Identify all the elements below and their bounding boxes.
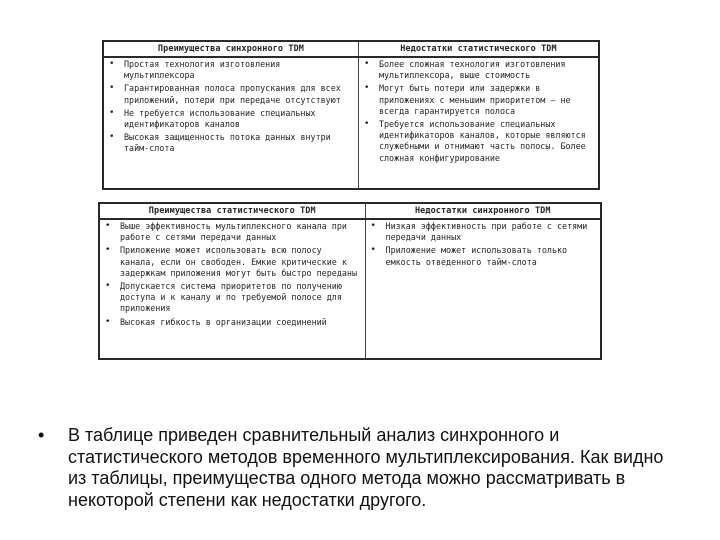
list-item: • Не требуется использование специальных идентификаторов каналов bbox=[109, 107, 316, 130]
slide-summary bbox=[38, 425, 678, 511]
header-stat-advantages: Преимущества статистического TDM bbox=[99, 203, 365, 219]
bullet-icon: • bbox=[109, 107, 115, 118]
list-item: • Более сложная технология изготовления мультиплексора, выше стоимость bbox=[363, 59, 566, 81]
comparison-table-stat-advantages bbox=[98, 202, 602, 360]
bullet-icon: • bbox=[105, 245, 111, 256]
list-item: • Выше эффективность мультиплексного канала при работе с сетями передачи данных bbox=[105, 221, 347, 243]
bullet-icon: • bbox=[109, 59, 115, 69]
bullet-icon: • bbox=[105, 221, 111, 231]
comparison-table-sync-advantages bbox=[102, 40, 600, 190]
bullet-icon: • bbox=[370, 245, 376, 256]
header-stat-disadvantages: Недостатки статистического TDM bbox=[358, 41, 599, 57]
sync-advantages-cell bbox=[103, 57, 358, 189]
sync-disadvantages-cell bbox=[365, 219, 601, 359]
bullet-icon: • bbox=[363, 119, 370, 130]
list-item: • Высокая гибкость в организации соединений bbox=[105, 316, 327, 327]
header-sync-advantages: Преимущества синхронного TDM bbox=[103, 41, 358, 57]
list-item: • Допускается система приоритетов по получению доступа и к каналу и по требуемой полосе для приложения bbox=[105, 281, 342, 314]
bullet-icon: • bbox=[105, 281, 111, 292]
list-item: • Гарантированная полоса пропускания для всех приложений, потери при передаче отсутствуют bbox=[109, 83, 341, 105]
list-item: • Приложение может использовать только емкость отведенного тайм-слота bbox=[370, 245, 568, 267]
list-item: • Приложение может использовать всю полосу канала, если он свободен. Емкие критические к задержкам приложения могут быть быстро переданы bbox=[105, 245, 357, 278]
bullet-icon: • bbox=[38, 425, 45, 445]
list-item: • Могут быть потери или задержки в приложениях с меньшим приоритетом — не всегда гарантируется полоса bbox=[363, 83, 571, 116]
bullet-icon: • bbox=[105, 316, 111, 327]
stat-disadvantages-cell bbox=[358, 57, 599, 189]
bullet-icon: • bbox=[363, 59, 370, 69]
bullet-icon: • bbox=[370, 221, 376, 231]
bullet-icon: • bbox=[109, 132, 115, 143]
list-item: • Высокая защищенность потока данных внутри тайм-слота bbox=[109, 132, 331, 154]
summary-text: В таблице приведен сравнительный анализ синхронного и статистического методов временного мультиплексирования. Как видно из таблицы, преимущества одного метода можно рассматривать в некоторой степени как недостатки другого. bbox=[68, 425, 664, 510]
header-sync-disadvantages: Недостатки синхронного TDM bbox=[365, 203, 601, 219]
list-item: • Требуется использование специальных идентификаторов каналов, которые являются служебными и отнимают часть полосы. Более сложная конфигурирование bbox=[363, 119, 586, 163]
list-item: • Простая технология изготовления мультиплексора bbox=[109, 59, 281, 81]
list-item: • Низкая эффективность при работе с сетями передачи данных bbox=[370, 221, 588, 243]
bullet-icon: • bbox=[363, 83, 370, 94]
bullet-icon: • bbox=[109, 83, 115, 94]
stat-advantages-cell bbox=[99, 219, 365, 359]
